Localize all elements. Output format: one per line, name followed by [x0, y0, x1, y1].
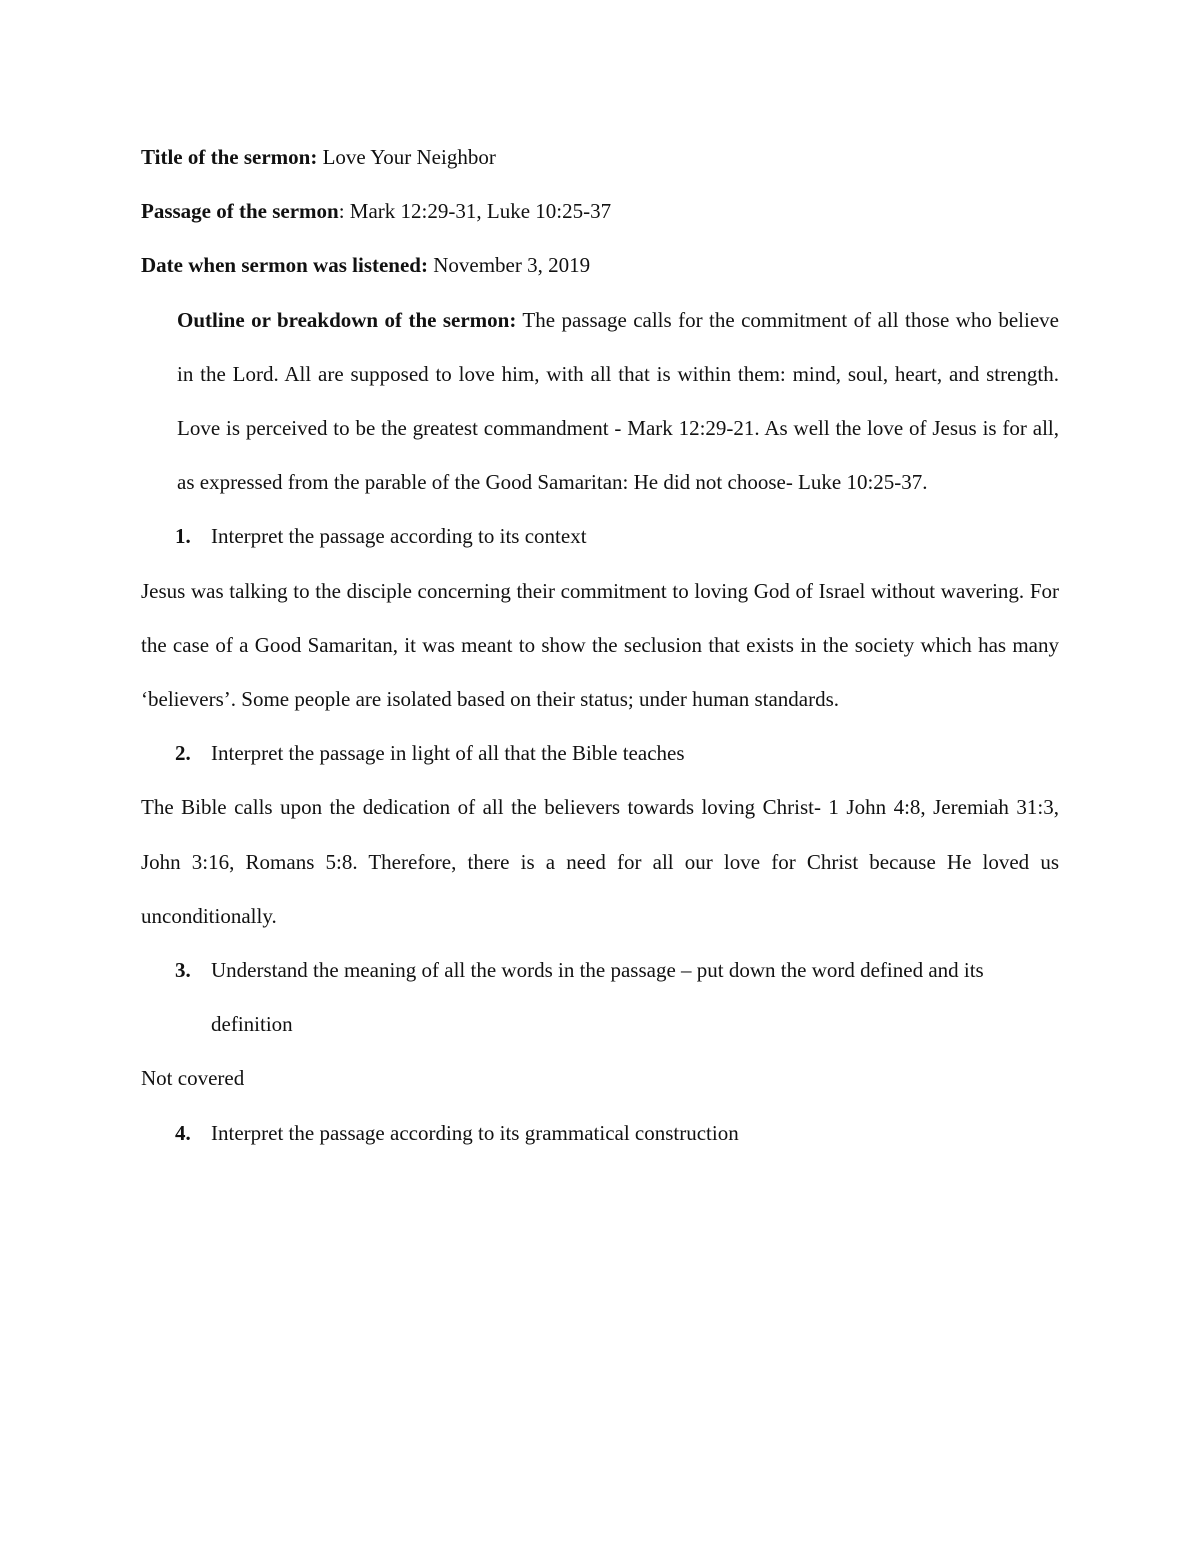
document-body	[141, 130, 1059, 1160]
list-body-3: Not covered	[141, 1066, 245, 1091]
sermon-passage-value: : Mark 12:29-31, Luke 10:25-37	[338, 199, 612, 224]
sermon-date-label: Date when sermon was listened:	[141, 253, 428, 278]
outline-label: Outline or breakdown of the sermon:	[177, 307, 517, 332]
sermon-title-value: Love Your Neighbor	[317, 145, 496, 169]
list-number-3: 3.	[175, 958, 191, 983]
list-item-2	[141, 726, 1059, 780]
list-heading-1: Interpret the passage according to its context	[211, 524, 587, 549]
sermon-title-line	[141, 130, 1059, 184]
list-number-4: 4.	[175, 1120, 191, 1145]
list-body-1: Jesus was talking to the disciple concerning their commitment to loving God of Israel without wavering. For the case of a Good Samaritan, it was meant to show the seclusion that exists in the society which has many ‘believers’. Some people are isolated based on their status; under human standards.	[141, 578, 1059, 712]
list-number-1: 1.	[175, 524, 191, 549]
sermon-passage-line	[141, 184, 1059, 238]
sermon-title-label: Title of the sermon:	[141, 145, 318, 169]
outline-text: The passage calls for the commitment of all those who believe in the Lord. All are supposed to love him, with all that is within them: mind, soul, heart, and strength. Love is perceived to be the greatest commandment - Mark 12:29-21. As well the love of Jesus is for all, as expressed from the parable of the Good Samaritan: He did not choose- Luke 10:25-37.	[177, 307, 1059, 495]
sermon-passage-label: Passage of the sermon	[141, 199, 339, 224]
list-item-3	[141, 943, 1059, 1051]
list-body-2: The Bible calls upon the dedication of all the believers towards loving Christ- 1 John 4:8, Jeremiah 31:3, John 3:16, Romans 5:8. Therefore, there is a need for all our love for Christ because He loved us unconditionally.	[141, 795, 1059, 928]
list-item-4	[141, 1106, 1059, 1160]
sermon-date-value: November 3, 2019	[427, 253, 591, 278]
list-item-1	[141, 509, 1059, 563]
list-number-2: 2.	[175, 741, 191, 766]
outline-paragraph	[141, 293, 1059, 510]
list-heading-4: Interpret the passage according to its grammatical construction	[211, 1120, 739, 1145]
list-heading-2: Interpret the passage in light of all that the Bible teaches	[211, 741, 685, 766]
list-heading-3: Understand the meaning of all the words in the passage – put down the word defined and its definition	[211, 958, 984, 1037]
sermon-date-line	[141, 238, 1059, 292]
